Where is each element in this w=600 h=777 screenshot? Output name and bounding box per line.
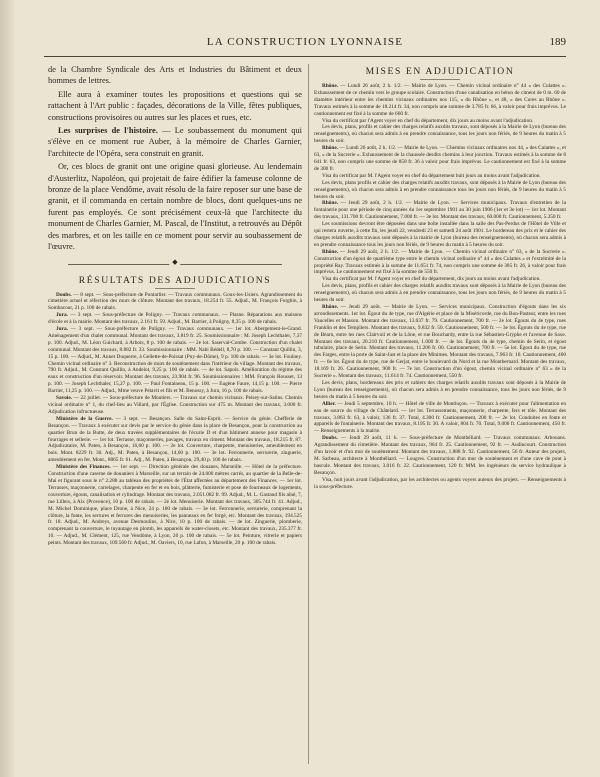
entry-text: Les devis, plans profils et cahier des charges relatifs auxdits travaux, sont déposés à la Mairie de Lyon (bureau des renseignements), où chacun sera admis à en prendre connaissance tous les jours non fériés, de 9 heures du matin à 5 heures du soir. [314, 179, 566, 200]
entry-text: — Lundi 26 août, 2 h. 1/2. — Mairie de Lyon. — Chemins vicinaux ordinaires nos 44, « des Culattes », et 63, « de la Sucrerie ». Exhaussement de la chaussée desdits chemins à leur jonction. Travaux estimés à la somme de 8 641 fr. 63, non compris une somme de 858 fr. 36 à valoir pour frais imprévus. Le cautionnement est fixé à la somme de 300 fr. [314, 145, 566, 172]
entry-text: Les devis, plans, profils et cahier des charges relatifs auxdits travaux sont déposés à la Mairie de Lyon (bureau des renseignements), où chacun sera admis à en prendre connaissance, tous les jours non fériés, de 9 heures du matin à 5 heures du soir. [314, 283, 566, 304]
result-entry [48, 395, 302, 416]
result-entry [48, 464, 302, 547]
heading-rule [420, 79, 460, 80]
entry-keyword: Rhône. [322, 83, 339, 89]
entry-text: Visa du certificat par M. l'Agent voyer en chef du département huit jours au moins avant l'adjudication. [322, 172, 541, 179]
page-header [44, 34, 566, 57]
intro-paragraph: de la Chambre Syndicale des Arts et Industries du Bâtiment et deux hommes de lettres. [48, 65, 302, 86]
entry-text: — Jeudi 29 août. — Mairie de Lyon. — Services municipaux. Construction d'égouts dans les six arrondissements. 1er lot. Égout du 4e type, rue d'Algérie et place de la Miséricorde, rue du Bon-Pasteur, entre les rues Vaucelles et Masson. Montant des travaux, 13.037 fr. 79. Cautionnement, 700 fr. — 2e lot. Égouts du 4e type, rues Franklin et des Templiers. Montant des travaux, 9.832 fr. 50. Cautionnement, 500 fr. — 3e lot. Égouts du 4e type, rue de Béarn, entre les rues Clairvoil et de la Lône, et rue Bouchardy, entre la rue Sébastien-Gryphe et l'avenue de Saxe. Montant des travaux, 20.210 fr. Cautionnement, 1.000 fr. — 4e lot. Égouts du 4e type, chemin de Serin, et égout tubulaire, place de Serin. Montant des travaux, 11.206 fr. 00. Cautionnement, 700 fr. — 5e lot. Égout du 4e type, rue des Farges, entre la porte de Saint-Just et la place des Minimes. Montant des travaux, 7.963 fr. 10. Cautionnement, 400 fr. — 6e lot. Égout du 4e type, rue de Gerjat, entre le boulevard du Nord et la rue Montbernard. Montant des travaux, 18.169 fr. 26. Cautionnement, 900 fr. — 7e lot. Construction d'un égout, chemin vicinal ordinaire n° 63 « de la Sucrerie ». Montant des travaux, 11.614 fr. 74. Cautionnement, 550 fr. [314, 304, 566, 380]
entry-text: — 3 sept. — Besançon. Salle du Saint-Esprit. — Service du génie. Chefferie de Besançon. — Travaux à exécuter sur devis par le service du génie dans la place de Besançon, pour la construction au quartier Brun de la Butte, de deux travées supplémentaires de l'écurie D et d'un bâtiment annexe pour magasin à fourrages et sellerie. — 1er lot. Terrasse, maçonneries, pavages, travaux en ciment. Montant des travaux, 18.215 fr. 87. Adjudicataire, M. Paten, à Besançon, 16,60 p. 100. — 2e lot. Couverture, charpente, menuiseries, ameublement en bois. Mont. 8229 fr. 30. Adj., M. Paten, à Besançon, 14,60 p. 100. — 3e lot. Ferronnerie, serrurerie, zinguerie, ameublement en fer. Mont., 8865 fr. 61. Adj., M. Paten, à Besançon, 29,40 p. 100 de rabais. [48, 415, 302, 464]
entry-keyword: Rhône. [322, 304, 339, 310]
surprises-label: Les surprises de l'histoire. [58, 126, 158, 136]
entry-keyword: Savoie. [56, 395, 73, 402]
right-column [314, 64, 566, 768]
ornament-divider [48, 259, 302, 269]
entry-keyword: Ministère des Finances. [56, 464, 111, 471]
surprises-text: — Le soubassement du monument qui s'élève en ce moment rue Auber, à la mémoire de Charles Garnier, l'architecte de l'Opéra, sera construit en granit. [48, 126, 302, 158]
surprises-paragraph [48, 125, 302, 159]
entry-text: — 8 sept. — Sous-préfecture de Pontarlier. — Travaux communaux. Goux-les-Usiers. Agrandissement du cimetière actuel et réfection des murs de clôture. Montant des travaux, 18.254 fr. 55. Adjud., M. François Forghin, à Sombacour, 21 p. 100 de rabais. [48, 291, 302, 312]
entry-text: — Jeudi 29 août, 2 h. 1/2. — Mairie de Lyon. — Chemin vicinal ordinaire n° 63, « de la Sucrerie ». Construction d'un égout de quatrième type entre le chemin vicinal ordinaire n° 44 « des Culattes » et l'extrémité de la propriété Ray. Travaux estimés à la somme de 11.651 fr. 74, non compris une somme de 385 fr. 26, à valoir pour frais imprévus. Le cautionnement est fixé à la somme de 550 fr. [314, 248, 566, 276]
adjudication-entry [314, 435, 566, 476]
entry-text: — Jeudi 5 septembre, 10 h. — Hôtel de ville de Montluçon. — Travaux à exécuter pour l'alimentation en eau de source du village de Châtelard. — 1er lot. Terrassements, maçonnerie, charpente, fers et tôle. Montant des travaux, 3.863 fr. 63, à valoir, 136 fr. 37. Total, 4.300 fr. Cautionnement, 200 fr. — 2e lot. Conduites en fonte et appareils de fontainerie. Montant des travaux, 8.195 fr. 30. A valoir, 804 fr. 70. Total, 9.000 fr. Cautionnement, 450 fr. — Renseignements à la mairie. [314, 400, 566, 435]
entry-keyword: Rhône. [322, 145, 339, 152]
entry-text: Visa du certificat par M. l'Agent voyer en chef du département, dix jours au moins avant l'adjudication. [322, 276, 541, 283]
entry-keyword: Ministère de la Guerre. [56, 415, 113, 422]
entry-text: Les soumissions devront être déposées dans une boîte installée dans la salle des Pas-Perdus de l'Hôtel de Ville et qui restera ouverte, à cette fin, les jeudi 22, vendredi 23 et samedi 24 août 1901. Le bordereau des prix et le cahier des charges relatifs auxdits travaux sont déposés à la mairie de Lyon (bureau des renseignements), où chacun sera admis à en prendre connaissance tous les jours non fériés, de 9 heures du matin à 5 heures du soir. [314, 221, 566, 248]
entry-keyword: Doubs. [322, 435, 338, 442]
entry-keyword: Rhône. [322, 248, 339, 255]
adjudication-entry [314, 124, 566, 145]
entry-text: — 3 sept. — Sous-préfecture de Poligny. — Travaux communaux. — Plasne. Réparations aux maisons d'école et à la mairie. Montant des travaux, 2.161 fr. 59. Adjud., M. Barrier, à Poligny, 8,35 p. 100 de rabais. [48, 312, 302, 326]
adjudication-entry [314, 380, 566, 401]
page-spine-shadow [0, 0, 14, 777]
entry-text: — 22 juillet. — Sous-préfecture de Moutiers. — Travaux sur chemin vicinaux. Peisey-sur-Salins. Chemin vicinal ordinaire n° 1, du chef-lieu au Villard, par l'Église. Construction sur 475 m. Montant des travaux, 3.000 fr. Adjudication infructueuse. [48, 395, 302, 415]
column-rule [308, 64, 309, 764]
adjudication-entry [314, 200, 566, 221]
adjudication-entry [314, 173, 566, 180]
journal-title: LA CONSTRUCTION LYONNAISE [206, 36, 404, 48]
entry-text: Visa du certificat par l'Agent voyer en chef du département, dix jours au moins avant l'adjudication. [322, 117, 534, 124]
page-number: 189 [549, 36, 566, 48]
entry-text: — 3 sept. — Sous-préfecture de Poligny. — Travaux communaux. — 1er lot. Abergement-le-Grand. Aménagement d'un chalet communal. Montant des travaux, 3.819 fr. 25. Soumissionnaire : M. Joseph Lechthaler, 7,37 p. 100. Adjud., M. Léon Guichard, à Arbois, 8 p. 100 de rabais. — 2e lot. Saserval-Combe. Construction d'un chalet communal. Montant des travaux, 8.882 fr. 33. Soumissionnaire : MM. Nabi Bédell, 8,70 p. 100. — Constant Quillin, 3, 15 p. 100. — Adjud., M. Annet Duquerre, à Gellette-de-Poissat (Puy-de-Dôme), 9 p. 100 de rabais. — 3e lot. Foulney. Chemin vicinal ordinaire n° 3. Reconstruction de murs de soutènement dans l'intérieur du village. Montant des travaux, 790 fr. Adjud., M. Constant Quillin, à Andelot, 9,25 p. 100 de rabais. — 4e lot. Sapois. Amélioration du régime des eaux et construction d'un réservoir. Montant des travaux, 23.904 fr. 96. Soumissionnaires : MM. François Rousset, 13 p. 100. — Joseph Lechthaler, 15,27 p. 100. — Paul Fontaineau, 15 p. 100. — Eugène Faure, 14,15 p. 100. — Pierre Barrier, 11,25 p. 100. — Adjud., Mme veuve Pétavit et fils et M. Benossy, à Jura, 16 p. 100 de rabais. [48, 326, 302, 395]
adjudication-entry [314, 304, 566, 380]
result-entry [48, 416, 302, 464]
entry-text: — Lundi 26 août, 2 h. 1/2. — Mairie de Lyon. — Chemin vicinal ordinaire n° 44 « des Culattes ». Exhaussement de ce chemin vers le groupe scolaire. Construction d'une canalisation en béton de ciment de 0 m. 60 de diamètre intérieur entre les chemins vicinaux ordinaires nos 115, « du Rhône », et 48, « des Cures au Rhône ». Travaux estimés à la somme de 18.214 fr. 34, non compris une somme de 3.785 fr. 66, à valoir pour frais imprévus. Le cautionnement est fixé à la somme de 660 fr. [314, 83, 566, 117]
entry-keyword: Allier. [322, 400, 336, 407]
entry-text: Visa, huit jours avant l'adjudication, par les architectes ou agents voyers auteurs des projets. — Renseignements à la sous-préfecture. [314, 476, 566, 490]
adjudication-entry [314, 180, 566, 201]
entry-keyword: Jura. [56, 312, 68, 319]
intro-block [48, 64, 302, 253]
intro-paragraph: Elle aura à examiner toutes les propositions et questions qui se rattachent à l'Art public : façades, décorations de la Ville, fêtes publiques, constructions provisoires ou autres sur les places et rues, etc. [48, 89, 302, 122]
result-entry [48, 312, 302, 326]
heading-rule [155, 288, 195, 289]
entry-text: Les devis, plans, bordereaux des prix et cahiers des charges relatifs auxdits travaux sont déposés à la Mairie de Lyon (bureau des renseignements), où chacun sera admis à en prendre connaissance, tous les jours non fériés, de 9 heures du matin à 5 heures du soir. [314, 379, 566, 400]
result-entry [48, 326, 302, 395]
mises-heading: MISES EN ADJUDICATION [365, 66, 515, 77]
adjudication-entry [314, 477, 566, 491]
adjudication-entry [314, 221, 566, 249]
entry-text: — Jeudi 29 août, 2 h. 1/2. — Mairie de Lyon. — Services municipaux. Travaux d'entretien de la fontainerie pour une période de cinq années du 1er septembre 1901 au 30 juin 1906 (1er et 3e lot) — 1er lot. Montant des travaux, 131.700 fr. Cautionnement, 7.000 fr. — 3e lot. Montant des travaux, 60.000 fr. Cautionnement, 5.350 fr. [314, 200, 566, 221]
mises-list [314, 83, 566, 490]
entry-text: — 1er sept. — Direction générale des douanes, Marseille. — Hôtel de la préfecture. Construction d'une caserne de douaniers à Marseille, sur un terrain de 24.000 mètres carrés, au quartier de la Belle-de-Mai et figurant sous le n° 2.288 au tableau des propriétés de l'État affectées au département des Finances. — 1er lot. Terrasses, maçonnerie, carrelages, charpente en fer et en bois, plâtrerie, fumisterie et pose de fourneaux de logements, couverture, égouts, canalisation et cylindrage. Montant des travaux, 2.051.082 fr. 99. Adjud., M. L. Gastaud fils aîné, 7, rue Lillers, à Aix (Provence), 10 p. 100 de rabais. — 2e lot. Menuiserie. Montant des travaux, 305.744 fr. 41. Adjud., M. Michel Dominique, place Drone, à Nice, 24 p. 100 de rabais. — 3e lot. Ferronnerie, serrurerie, comprenant la clôture, la fonte, les serrures et ferrures des menuiseries, les panneaux en fer forgé, etc. Montant des travaux, 194.525 fr. 18. Adjud., M. Andreys, avenue Desmoulins, à Nice, 10 p. 100 de rabais. — 4e lot. Zinguerie, plomberie, comprenant la couverture, le tuyautage en plomb, les appareils de water-closets, etc. Montant des travaux, 235.377 fr. 10. — Adjud., M. Clément, 125, rue Vendôme, à Lyon, 20 p. 100 de rabais. — 5e lot. Peinture, vitrerie et papiers peints. Montant des travaux, 109.560 fr. Adjud., M. Oaviers, 10, rue Lafon, à Marseille, 20 p. 100 de rabais. [48, 464, 302, 547]
adjudication-entry [314, 401, 566, 436]
left-column [48, 64, 302, 768]
adjudication-entry [314, 249, 566, 277]
entry-text: — Jeudi 29 août, 11 h. — Sous-préfecture de Montbéliard. — Travaux communaux. Arbouans. Agrandissement du cimetière. Montant des travaux, 964 fr. 25. Cautionnement, 92 fr. — Audincourt. Construction d'un lavoir et d'un mur de soutènement. Montant des travaux, 1.888 fr. 92. Cautionnement, 56 fr. Auteur des projets, M. Sarbeau, architecte à Montbéliard. — Lougres. Construction d'un mur de soutènement et d'une cave de pont à bascule. Montant des travaux, 3.016 fr. 22. Cautionnement, 120 fr. MM. les ingénieurs du service hydraulique à Besançon. [314, 435, 566, 476]
surprises-paragraph-2: Or, ces blocs de granit ont une origine quasi glorieuse. Au lendemain d'Austerlitz, Napoléon, qui projetait de faire édifier la fameuse colonne de bronze de la place Vendôme, avait résolu de la faire reposer sur une base de granit, et il commanda en certain nombre de blocs, dont quelques-uns ne furent pas employés. Ce sont précisément ceux-là que l'architecte du monument de Charles Garnier, M. Pascal, de l'Institut, a retrouvés au Dépôt des marbres, et on les taille en ce moment pour servir au soubassement de l'œuvre. [48, 162, 302, 252]
adjudication-entry [314, 283, 566, 304]
entry-keyword: Doubs. [56, 291, 72, 298]
entry-keyword: Rhône. [322, 200, 339, 207]
results-list [48, 292, 302, 548]
results-heading: RÉSULTATS DES ADJUDICATIONS [78, 274, 272, 286]
entry-text: Les devis, plans, profils et cahier des charges relatifs auxdits travaux, sont déposés à la Mairie de Lyon (bureau des renseignements), où chacun sera admis à en prendre connaissance, tous les jours non fériés, de 9 heures du matin à 5 heures du soir. [314, 124, 566, 145]
entry-keyword: Jura. [56, 326, 68, 333]
adjudication-entry [314, 83, 566, 118]
result-entry [48, 292, 302, 313]
adjudication-entry [314, 145, 566, 173]
